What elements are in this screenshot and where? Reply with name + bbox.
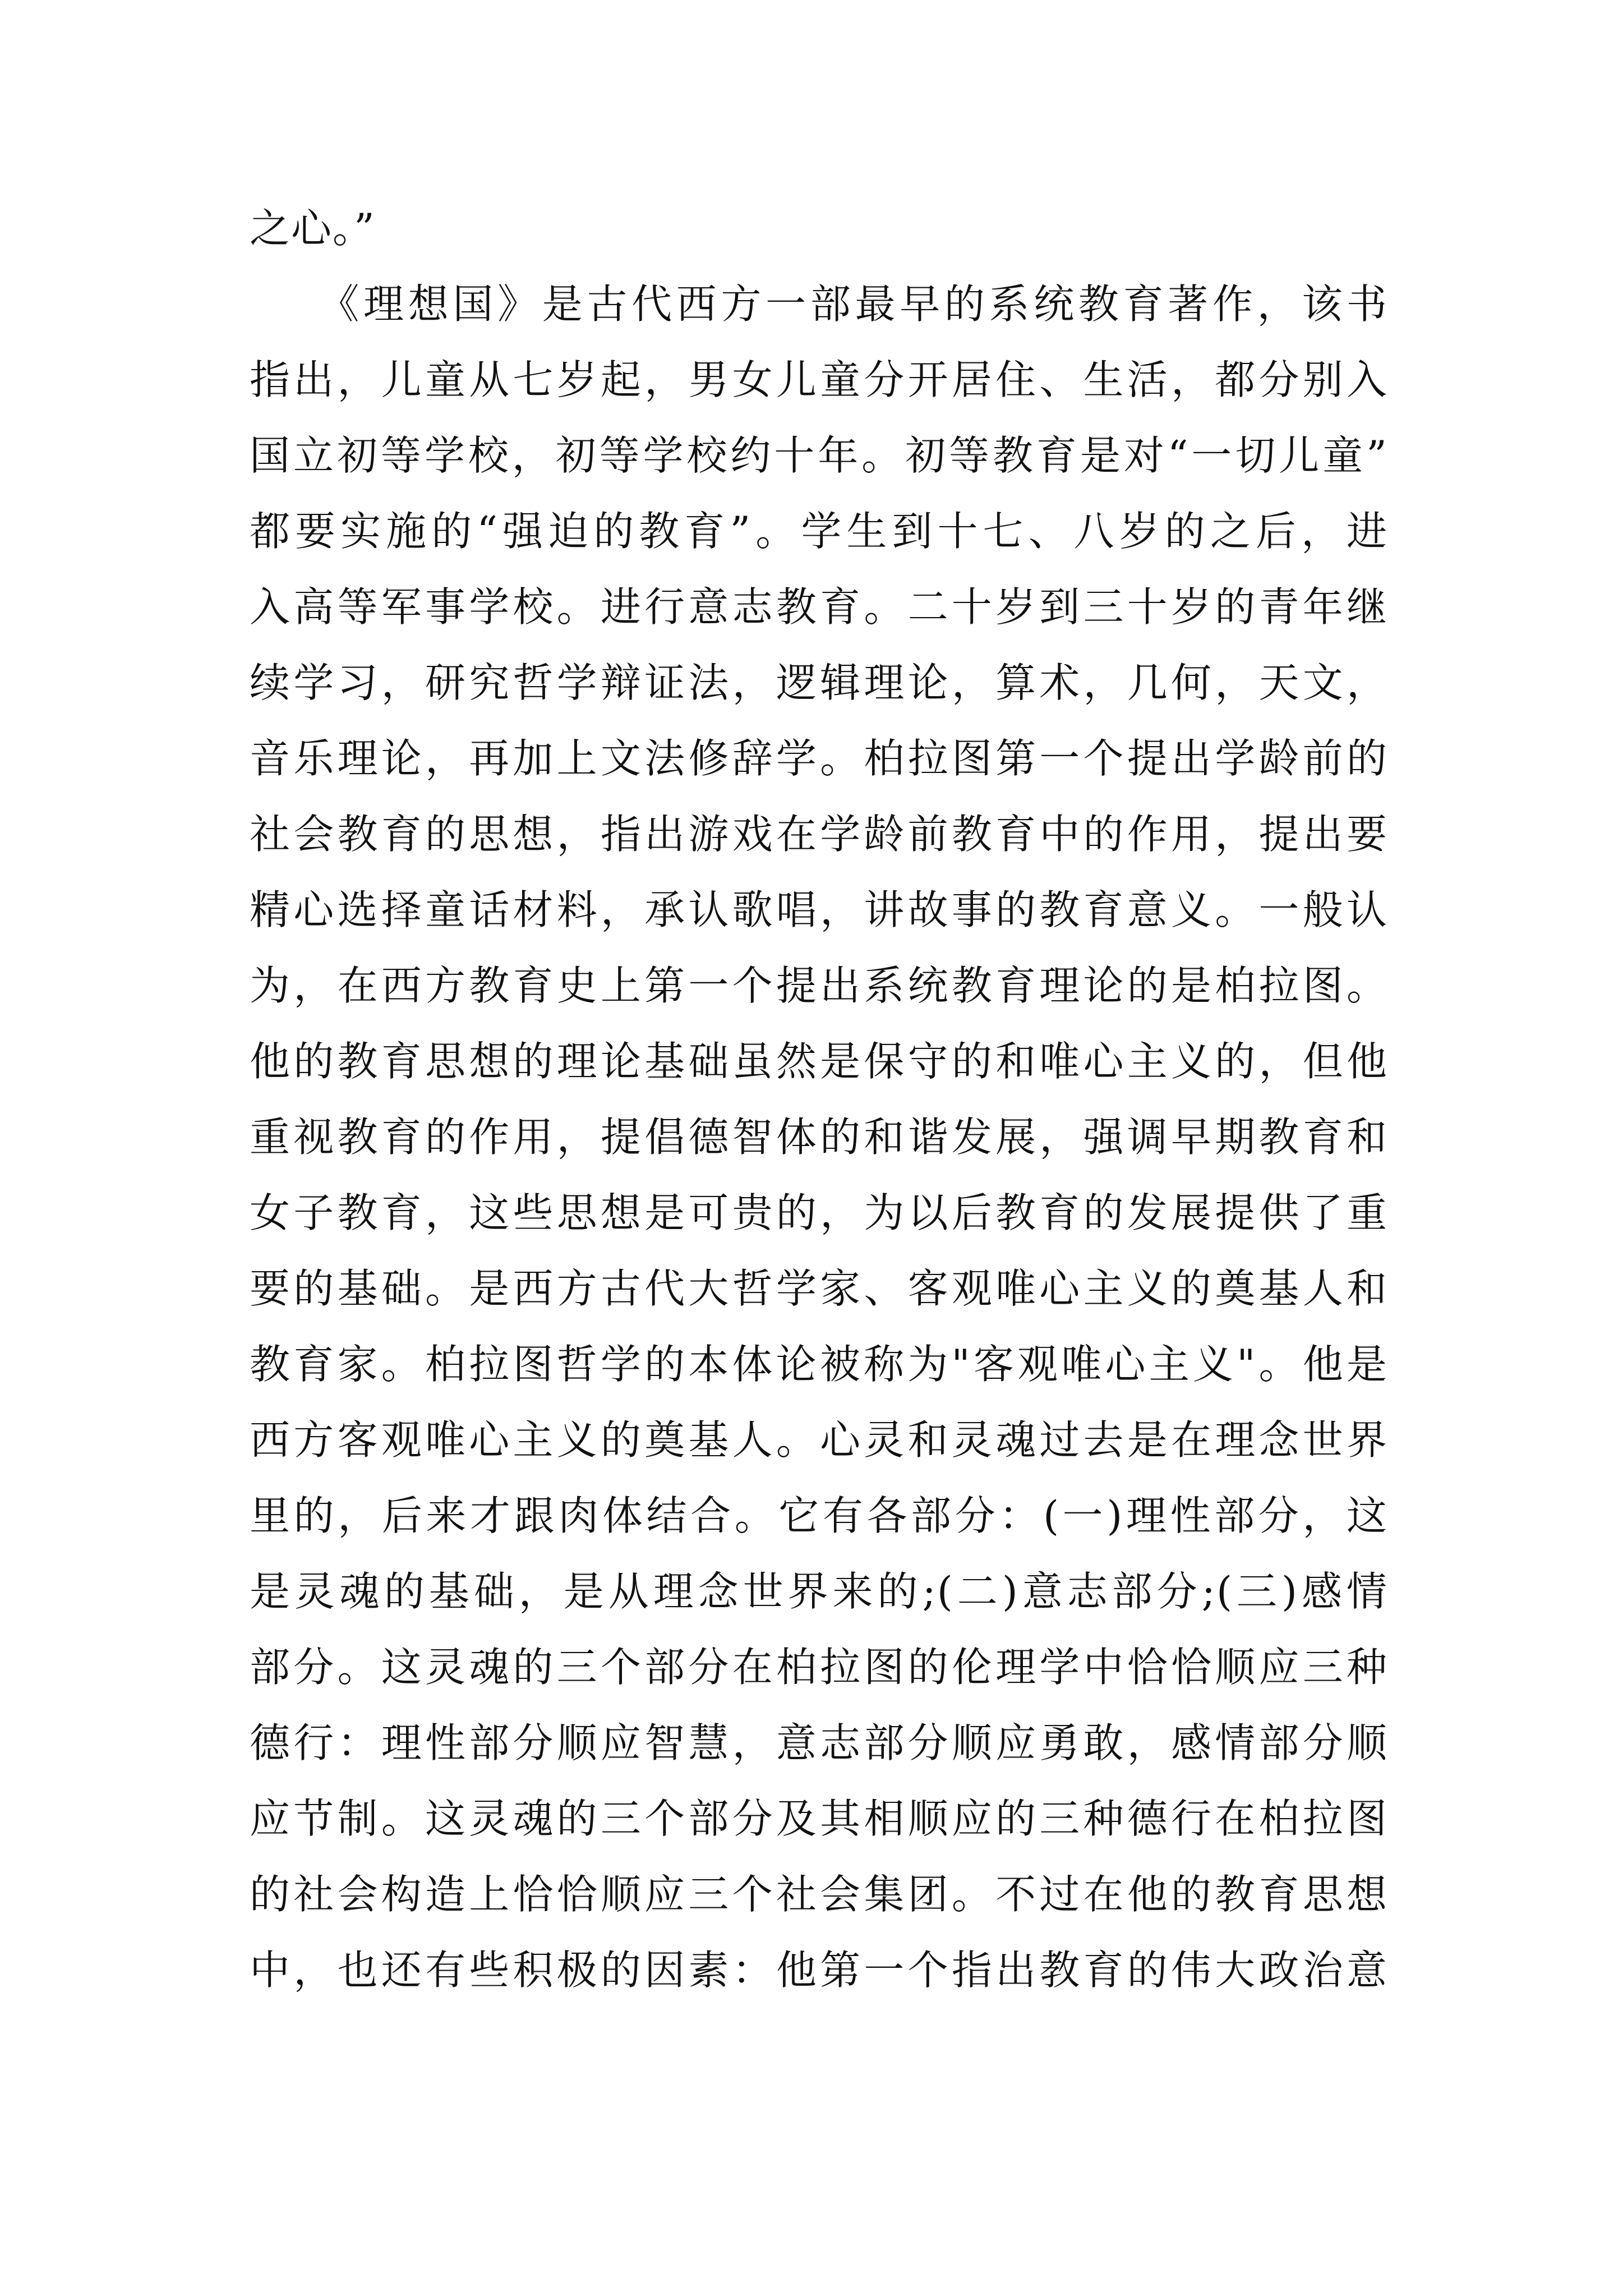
text-line: 部分。这灵魂的三个部分在柏拉图的伦理学中恰恰顺应三种 <box>250 1644 1388 1691</box>
text-line: 中，也还有些积极的因素：他第一个指出教育的伟大政治意 <box>250 1947 1388 1994</box>
text-line: 是灵魂的基础，是从理念世界来的;(二)意志部分;(三)感情 <box>250 1568 1388 1615</box>
text-line: 《理想国》是古代西方一部最早的系统教育著作，该书 <box>250 280 1388 328</box>
text-line: 之心。” <box>250 205 376 252</box>
body-text <box>250 191 1388 2008</box>
text-line: 教育家。柏拉图哲学的本体论被称为"客观唯心主义"。他是 <box>250 1341 1388 1388</box>
text-line: 应节制。这灵魂的三个部分及其相顺应的三种德行在柏拉图 <box>250 1795 1388 1842</box>
text-line: 要的基础。是西方古代大哲学家、客观唯心主义的奠基人和 <box>250 1265 1388 1312</box>
text-line: 西方客观唯心主义的奠基人。心灵和灵魂过去是在理念世界 <box>250 1416 1388 1464</box>
text-line: 精心选择童话材料，承认歌唱，讲故事的教育意义。一般认 <box>250 886 1388 933</box>
text-line: 入高等军事学校。进行意志教育。二十岁到三十岁的青年继 <box>250 583 1388 631</box>
text-line: 指出，儿童从七岁起，男女儿童分开居住、生活，都分别入 <box>250 356 1388 403</box>
text-line: 里的，后来才跟肉体结合。它有各部分：(一)理性部分，这 <box>250 1492 1388 1539</box>
text-line: 续学习，研究哲学辩证法，逻辑理论，算术，几何，天文， <box>250 659 1388 706</box>
text-line: 他的教育思想的理论基础虽然是保守的和唯心主义的，但他 <box>250 1038 1388 1085</box>
text-line: 社会教育的思想，指出游戏在学龄前教育中的作用，提出要 <box>250 811 1388 858</box>
text-line: 的社会构造上恰恰顺应三个社会集团。不过在他的教育思想 <box>250 1871 1388 1918</box>
text-line: 德行：理性部分顺应智慧，意志部分顺应勇敢，感情部分顺 <box>250 1719 1388 1766</box>
text-line: 女子教育，这些思想是可贵的，为以后教育的发展提供了重 <box>250 1189 1388 1236</box>
text-line: 为，在西方教育史上第一个提出系统教育理论的是柏拉图。 <box>250 962 1388 1009</box>
text-line: 重视教育的作用，提倡德智体的和谐发展，强调早期教育和 <box>250 1114 1388 1161</box>
text-line: 都要实施的“强迫的教育”。学生到十七、八岁的之后，进 <box>250 508 1388 555</box>
text-line: 音乐理论，再加上文法修辞学。柏拉图第一个提出学龄前的 <box>250 735 1388 782</box>
text-line: 国立初等学校，初等学校约十年。初等教育是对“一切儿童” <box>250 432 1388 479</box>
